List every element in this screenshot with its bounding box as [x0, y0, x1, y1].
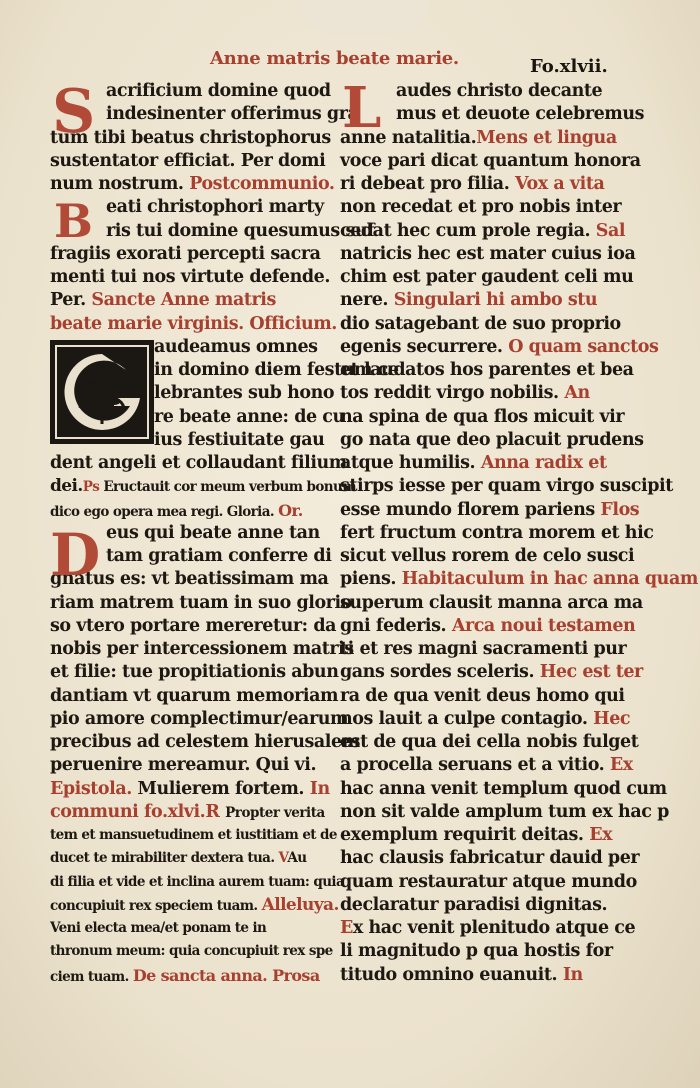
- text-line: natricis hec est mater cuius ioa: [340, 243, 636, 264]
- text-line: atque humilis. Anna radix et: [340, 453, 607, 473]
- text-line: eus qui beate anne tan: [106, 522, 320, 543]
- rubric-oratio: Or.: [278, 500, 303, 520]
- red-initial: Habitaculum in hac anna quam: [401, 569, 698, 590]
- gradual-line: tem et mansuetudinem et iustitiam et de: [50, 827, 337, 843]
- text-line: nere. Singulari hi ambo stu: [340, 290, 598, 311]
- woodcut-initial-g: [50, 340, 154, 444]
- psalm-line: dico ego opera mea regi. Gloria. Or.: [50, 500, 303, 520]
- red-initial: Hec est ter: [539, 662, 643, 683]
- text-line: dent angeli et collaudant filium: [50, 453, 347, 473]
- text-line: re beate anne: de cu: [154, 406, 345, 427]
- text-line: et filie: tue propitiationis abun: [50, 662, 339, 683]
- text-line: precibus ad celestem hierusalem: [50, 732, 360, 752]
- text-line: chim est pater gaudent celi mu: [340, 267, 634, 287]
- running-title: Anne matris beate marie.: [210, 48, 459, 69]
- text-line: gnatus es: vt beatissimam ma: [50, 569, 329, 590]
- red-initial: Hec: [593, 708, 631, 729]
- alleluia-line: Veni electa mea/et ponam te in: [50, 920, 267, 936]
- text-line: so vtero portare mereretur: da: [50, 615, 336, 636]
- text-line: stirps iesse per quam virgo suscipit: [340, 476, 673, 497]
- text-line: cedat hec cum prole regia. Sal: [340, 220, 626, 241]
- dropcap-d: D: [50, 521, 100, 589]
- text-line: gans sordes sceleris. Hec est ter: [340, 662, 643, 683]
- red-initial: Ex: [589, 825, 613, 845]
- red-initial: An: [564, 383, 590, 404]
- alleluia-line: ciem tuam. De sancta anna. Prosa: [50, 965, 320, 985]
- text-line: num nostrum. Postcommunio.: [50, 174, 335, 194]
- dropcap-l: L: [342, 75, 381, 141]
- text-line: a procella seruans et a vitio. Ex: [340, 755, 633, 776]
- text-line: ri debeat pro filia. Vox a vita: [340, 174, 605, 194]
- text-line: gni federis. Arca noui testamen: [340, 615, 636, 636]
- rubric-feast-heading: Sancte Anne matris: [91, 290, 276, 311]
- text-line: superum clausit manna arca ma: [340, 592, 643, 613]
- psalm-mark: Ps: [82, 479, 100, 496]
- rubric-feast-heading-2: beate marie virginis. Officium.: [50, 313, 337, 334]
- text-line: sicut vellus rorem de celo susci: [340, 546, 635, 566]
- text-line: tos reddit virgo nobilis. An: [340, 383, 590, 404]
- text-line: menti tui nos virtute defende.: [50, 267, 330, 287]
- text-line: pio amore complectimur/earum: [50, 708, 349, 729]
- gradual-line: concupiuit rex speciem tuam. Alleluya.: [50, 894, 339, 915]
- text-line: li magnitudo p qua hostis for: [340, 941, 613, 962]
- text-line: Epistola. Mulierem fortem. In: [50, 778, 330, 799]
- red-initial: Arca noui testamen: [451, 615, 636, 636]
- text-line: non sit valde amplum tum ex hac p: [340, 801, 669, 822]
- text-line: acrificium domine quod: [106, 81, 331, 101]
- text-line: go nata que deo placuit prudens: [340, 429, 644, 450]
- text-line: declaratur paradisi dignitas.: [340, 894, 608, 915]
- red-initial: Flos: [600, 499, 640, 520]
- red-initial: Vox a vita: [515, 174, 605, 194]
- text-line: tum tibi beatus christophorus: [50, 127, 331, 148]
- red-initial: In: [562, 964, 583, 985]
- text-line: in domino diem festum ce: [154, 360, 399, 380]
- psalm-line: dei.Ps Eructauit cor meum verbum bonum: [50, 476, 356, 497]
- text-line: anne natalitia.Mens et lingua: [340, 127, 617, 148]
- text-line: Per. Sancte Anne matris: [50, 290, 276, 311]
- text-line: eati christophori marty: [106, 197, 324, 218]
- red-initial: Sal: [595, 220, 626, 241]
- folio-number: Fo.xlvii.: [530, 56, 608, 77]
- text-line: fert fructum contra morem et hic: [340, 522, 654, 543]
- versicle-mark: V: [278, 850, 288, 867]
- text-line: dantiam vt quarum memoriam: [50, 685, 339, 706]
- text-line: piens. Habitaculum in hac anna quam: [340, 569, 698, 590]
- left-column: [50, 77, 399, 987]
- rubric-postcommunio: Postcommunio.: [189, 174, 335, 194]
- red-initial: Ex: [609, 755, 633, 776]
- text-line: tam gratiam conferre di: [106, 546, 332, 566]
- text-line: fragiis exorati percepti sacra: [50, 243, 321, 264]
- text-line: exemplum requirit deitas. Ex: [340, 825, 613, 845]
- text-line: ius festiuitate gau: [154, 429, 325, 450]
- text-line: ra de qua venit deus homo qui: [340, 685, 625, 706]
- text-line: lebrantes sub hono: [154, 383, 335, 404]
- text-line: ti et res magni sacramenti pur: [340, 639, 627, 659]
- text-line: riam matrem tuam in suo glorio: [50, 592, 352, 613]
- text-line: voce pari dicat quantum honora: [340, 150, 641, 171]
- text-line: peruenire mereamur. Qui vi.: [50, 755, 317, 776]
- text-line: na spina de qua flos micuit vir: [340, 406, 625, 427]
- paper-stain: [300, 0, 430, 34]
- text-line: quam restauratur atque mundo: [340, 871, 637, 892]
- text-line: communi fo.xlvi.R Propter verita: [50, 801, 325, 822]
- dropcap-b: B: [54, 194, 93, 248]
- text-line: est de qua dei cella nobis fulget: [340, 732, 639, 752]
- text-line: esse mundo florem pariens Flos: [340, 499, 640, 520]
- gradual-line: ducet te mirabiliter dextera tua. VAu: [50, 850, 307, 867]
- alleluia-line: thronum meum: quia concupiuit rex spe: [50, 943, 333, 960]
- rubric-epistola: Epistola.: [50, 778, 132, 799]
- foliage-ornament-icon: [52, 342, 152, 442]
- red-initial: Mens et lingua: [476, 127, 617, 148]
- text-line: et laudatos hos parentes et bea: [340, 360, 634, 380]
- red-initial: Singulari hi ambo stu: [393, 290, 598, 311]
- text-line: ris tui domine quesumus suf: [106, 220, 375, 241]
- text-line: Ex hac venit plenitudo atque ce: [340, 918, 636, 938]
- text-line: indesinenter offerimus gra: [106, 104, 359, 125]
- right-column: [340, 75, 698, 987]
- rubric-prosa: De sancta anna. Prosa: [132, 965, 320, 985]
- text-line: titudo omnino euanuit. In: [340, 964, 583, 985]
- text-line: audes christo decante: [396, 81, 603, 101]
- text-line: egenis securrere. O quam sanctos: [340, 336, 659, 357]
- gradual-mark: R: [205, 801, 220, 822]
- text-line: nobis per intercessionem matris: [50, 639, 354, 659]
- text-line: dio satagebant de suo proprio: [340, 313, 621, 334]
- text-line: hac clausis fabricatur dauid per: [340, 848, 640, 869]
- text-line: hac anna venit templum quod cum: [340, 778, 667, 799]
- text-line: audeamus omnes: [154, 336, 318, 357]
- red-initial: Anna radix et: [480, 453, 607, 473]
- red-initial: O quam sanctos: [508, 336, 659, 357]
- text-line: non recedat et pro nobis inter: [340, 197, 622, 218]
- red-initial: E: [340, 918, 353, 938]
- text-line: nos lauit a culpe contagio. Hec: [340, 708, 631, 729]
- rubric-communi: communi fo.xlvi.: [50, 801, 206, 822]
- text-line: mus et deuote celebremus: [396, 104, 645, 125]
- dropcap-s: S: [52, 77, 95, 147]
- text-line: sustentator efficiat. Per domi: [50, 150, 326, 171]
- gradual-line: di filia et vide et inclina aurem tuam: quia: [50, 873, 345, 890]
- rubric-alleluia: Alleluya.: [261, 894, 339, 915]
